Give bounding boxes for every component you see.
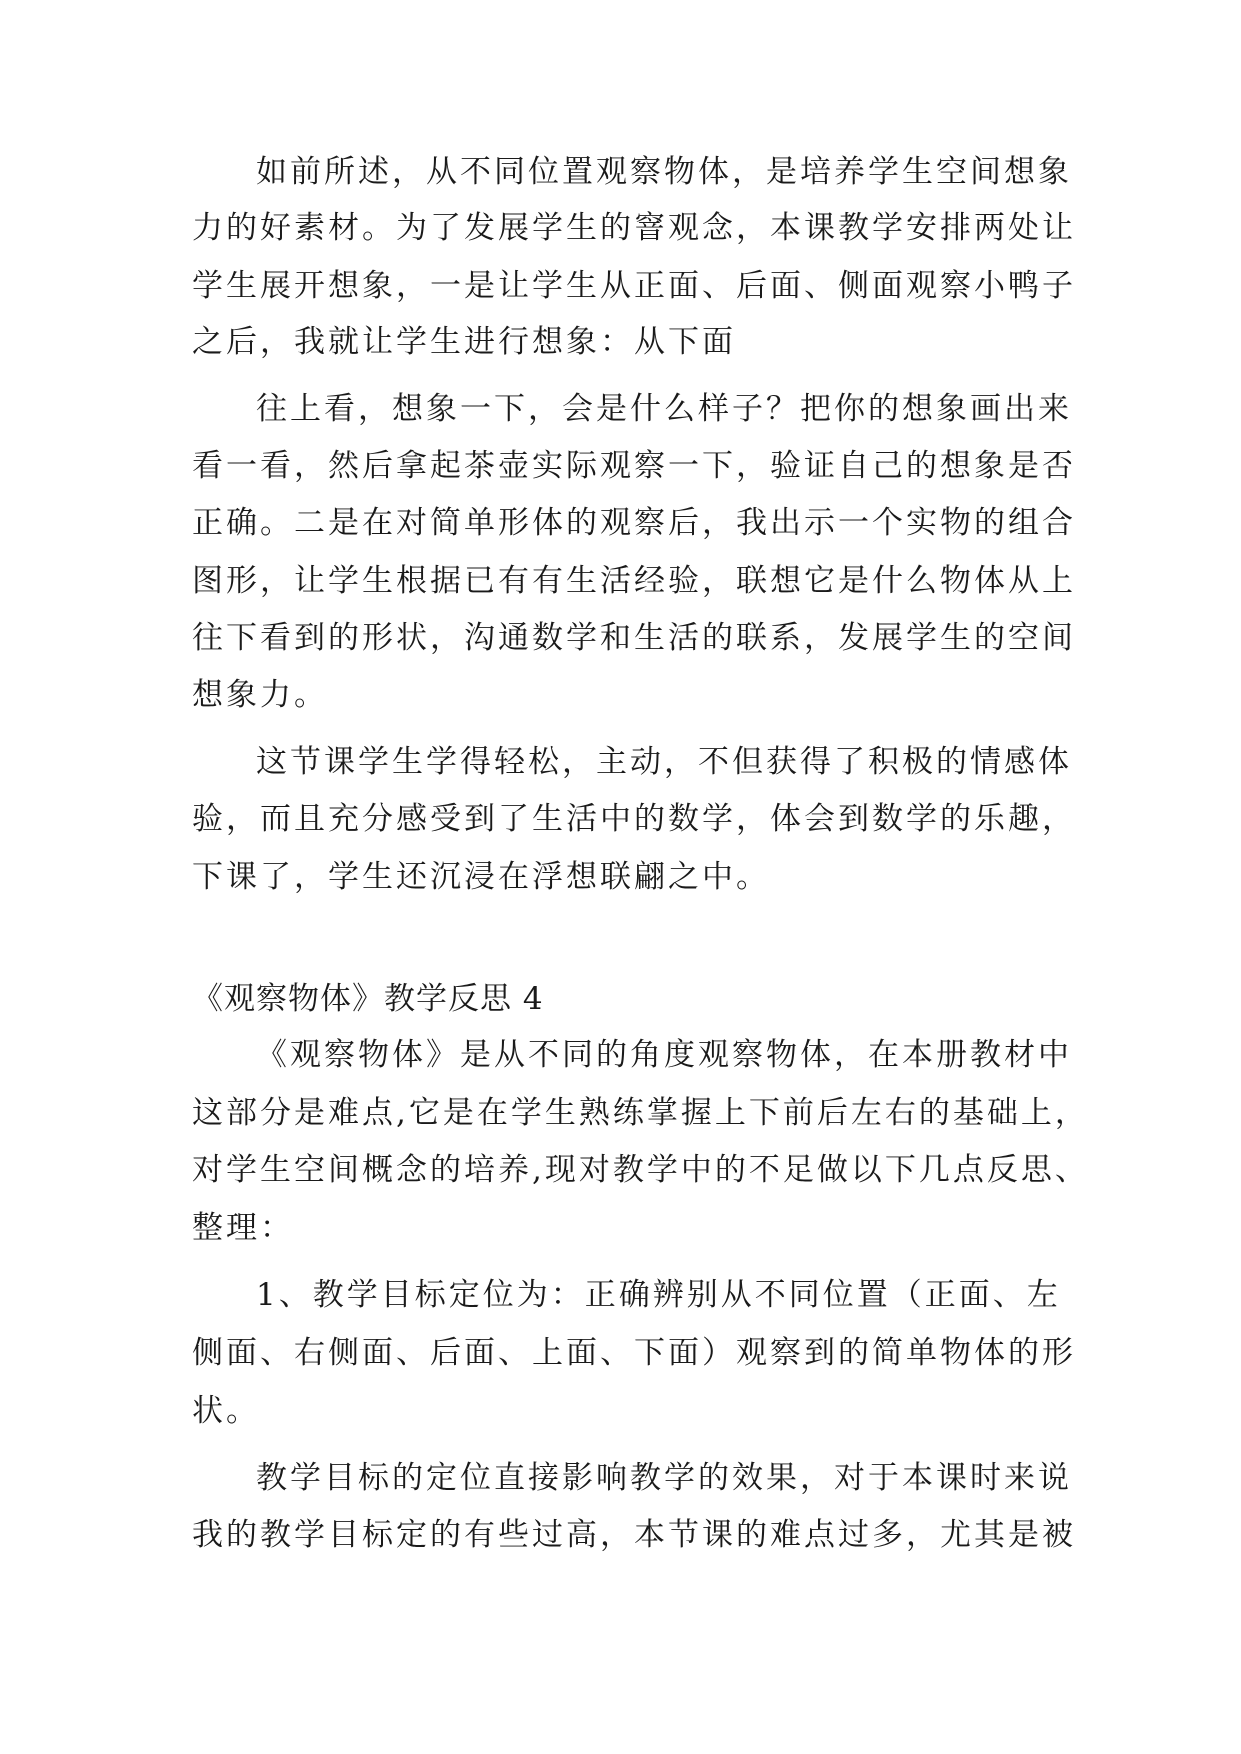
paragraph-line: 这部分是难点,它是在学生熟练掌握上下前后左右的基础上， [192,1095,1089,1131]
paragraph-line: 《观察物体》是从不同的角度观察物体，在本册教材中 [256,1037,1072,1073]
list-item-line: 1、教学目标定位为：正确辨别从不同位置（正面、左 [256,1277,1061,1313]
paragraph-line: 学生展开想象，一是让学生从正面、后面、侧面观察小鸭子 [192,268,1076,304]
paragraph-line: 验，而且充分感受到了生活中的数学，体会到数学的乐趣， [192,801,1076,837]
list-item-line: 侧面、右侧面、后面、上面、下面）观察到的简单物体的形 [192,1335,1076,1371]
section-heading: 《观察物体》教学反思 4 [192,981,544,1017]
paragraph-line: 如前所述，从不同位置观察物体，是培养学生空间想象 [256,154,1072,190]
paragraph-line: 我的教学目标定的有些过高，本节课的难点过多，尤其是被 [192,1517,1076,1553]
paragraph-line: 整理： [192,1210,294,1246]
paragraph-line: 往上看，想象一下，会是什么样子？把你的想象画出来 [256,391,1072,427]
paragraph-line: 力的好素材。为了发展学生的窨观念，本课教学安排两处让 [192,210,1076,246]
paragraph-line: 正确。二是在对简单形体的观察后，我出示一个实物的组合 [192,505,1076,541]
list-item-line: 状。 [192,1393,260,1429]
paragraph-line: 这节课学生学得轻松，主动，不但获得了积极的情感体 [256,744,1072,780]
paragraph-line: 图形，让学生根据已有有生活经验，联想它是什么物体从上 [192,563,1076,599]
paragraph-line: 教学目标的定位直接影响教学的效果，对于本课时来说 [256,1460,1072,1496]
paragraph-line: 想象力。 [192,677,328,713]
paragraph-line: 之后，我就让学生进行想象：从下面 [192,324,736,360]
paragraph-line: 看一看，然后拿起茶壶实际观察一下，验证自己的想象是否 [192,448,1076,484]
paragraph-line: 往下看到的形状，沟通数学和生活的联系，发展学生的空间 [192,620,1076,656]
paragraph-line: 下课了，学生还沉浸在浮想联翩之中。 [192,859,770,895]
paragraph-line: 对学生空间概念的培养,现对教学中的不足做以下几点反思、 [192,1152,1089,1188]
